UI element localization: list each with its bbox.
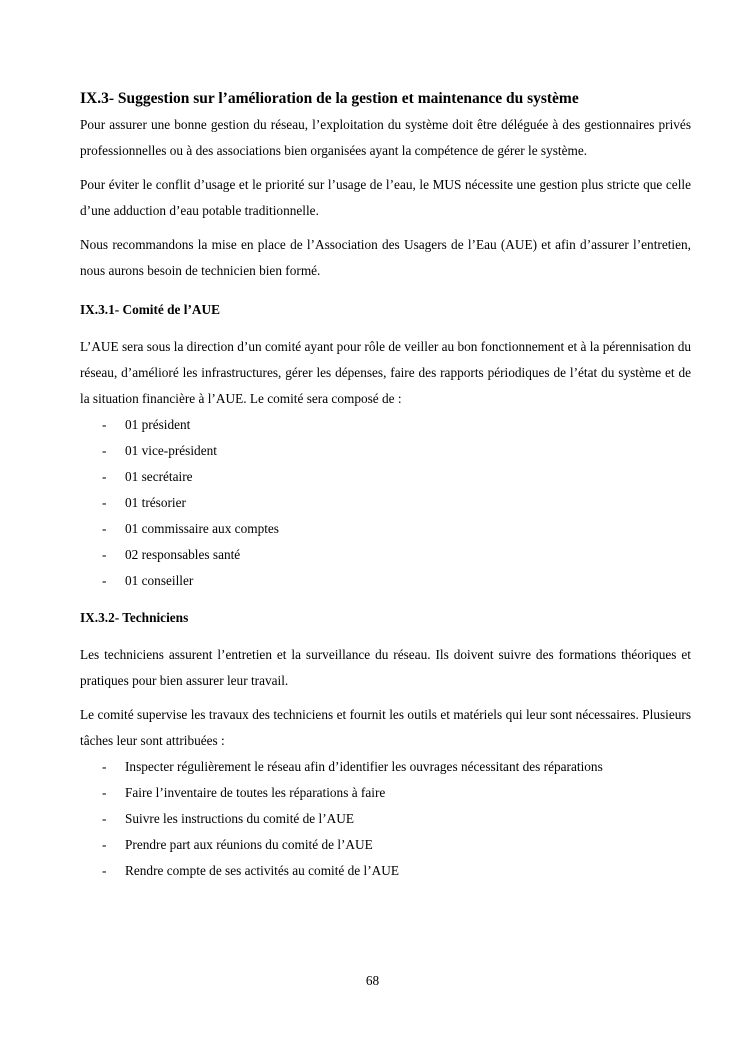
list-item [80,412,691,438]
list-dash: - [102,521,107,536]
list-item [80,438,691,464]
list-dash: - [102,495,107,510]
subsection-1-title: IX.3.1- Comité de l’AUE [80,302,220,317]
list-dash: - [102,573,107,588]
list-item [80,568,691,594]
subsection-2-title: IX.3.2- Techniciens [80,610,189,625]
list-dash: - [102,863,107,878]
technician-tasks-list [80,754,691,884]
list-item-text: Faire l’inventaire de toutes les réparations à faire [125,785,386,800]
list-item [80,832,691,858]
list-item [80,516,691,542]
list-item [80,464,691,490]
list-dash: - [102,811,107,826]
list-item [80,490,691,516]
list-item [80,780,691,806]
list-item-text: 01 trésorier [125,495,186,510]
section-paragraph-2: Pour éviter le conflit d’usage et le priorité sur l’usage de l’eau, le MUS nécessite une gestion plus stricte que celle d’une adduction d’eau potable traditionnelle. [80,177,691,218]
list-item-text: Suivre les instructions du comité de l’AUE [125,811,354,826]
list-item [80,754,691,780]
list-item-text: 01 conseiller [125,573,194,588]
list-dash: - [102,785,107,800]
list-dash: - [102,417,107,432]
committee-members-list [80,412,691,594]
list-item-text: 02 responsables santé [125,547,241,562]
list-item-text: 01 secrétaire [125,469,193,484]
list-item-text: Prendre part aux réunions du comité de l’AUE [125,837,373,852]
subsection-1-paragraph: L’AUE sera sous la direction d’un comité ayant pour rôle de veiller au bon fonctionnement et à la pérennisation du réseau, d’amélioré les infrastructures, gérer les dépenses, faire des rapports périodiques de l’état du système et de la situation financière à l’AUE. Le comité sera composé de : [80,339,691,406]
section-title: IX.3- Suggestion sur l’amélioration de la gestion et maintenance du système [80,90,579,107]
list-dash: - [102,443,107,458]
list-item [80,858,691,884]
list-dash: - [102,469,107,484]
list-item-text: Rendre compte de ses activités au comité de l’AUE [125,863,399,878]
section-paragraph-1: Pour assurer une bonne gestion du réseau, l’exploitation du système doit être déléguée à des gestionnaires privés professionnelles ou à des associations bien organisées ayant la compétence de gérer le système. [80,117,691,158]
page-content [80,88,691,884]
list-dash: - [102,759,107,774]
list-item-text: 01 président [125,417,191,432]
list-dash: - [102,837,107,852]
list-item-text: Inspecter régulièrement le réseau afin d’identifier les ouvrages nécessitant des réparations [125,759,603,774]
page-number: 68 [365,973,380,988]
list-item [80,806,691,832]
subsection-2-paragraph-2: Le comité supervise les travaux des techniciens et fournit les outils et matériels qui leur sont nécessaires. Plusieurs tâches leur sont attribuées : [80,707,691,748]
list-item-text: 01 vice-président [125,443,217,458]
section-paragraph-3: Nous recommandons la mise en place de l’Association des Usagers de l’Eau (AUE) et afin d’assurer l’entretien, nous aurons besoin de technicien bien formé. [80,237,691,278]
list-item-text: 01 commissaire aux comptes [125,521,279,536]
list-dash: - [102,547,107,562]
subsection-2-paragraph-1: Les techniciens assurent l’entretien et la surveillance du réseau. Ils doivent suivre des formations théoriques et pratiques pour bien assurer leur travail. [80,647,691,688]
list-item [80,542,691,568]
